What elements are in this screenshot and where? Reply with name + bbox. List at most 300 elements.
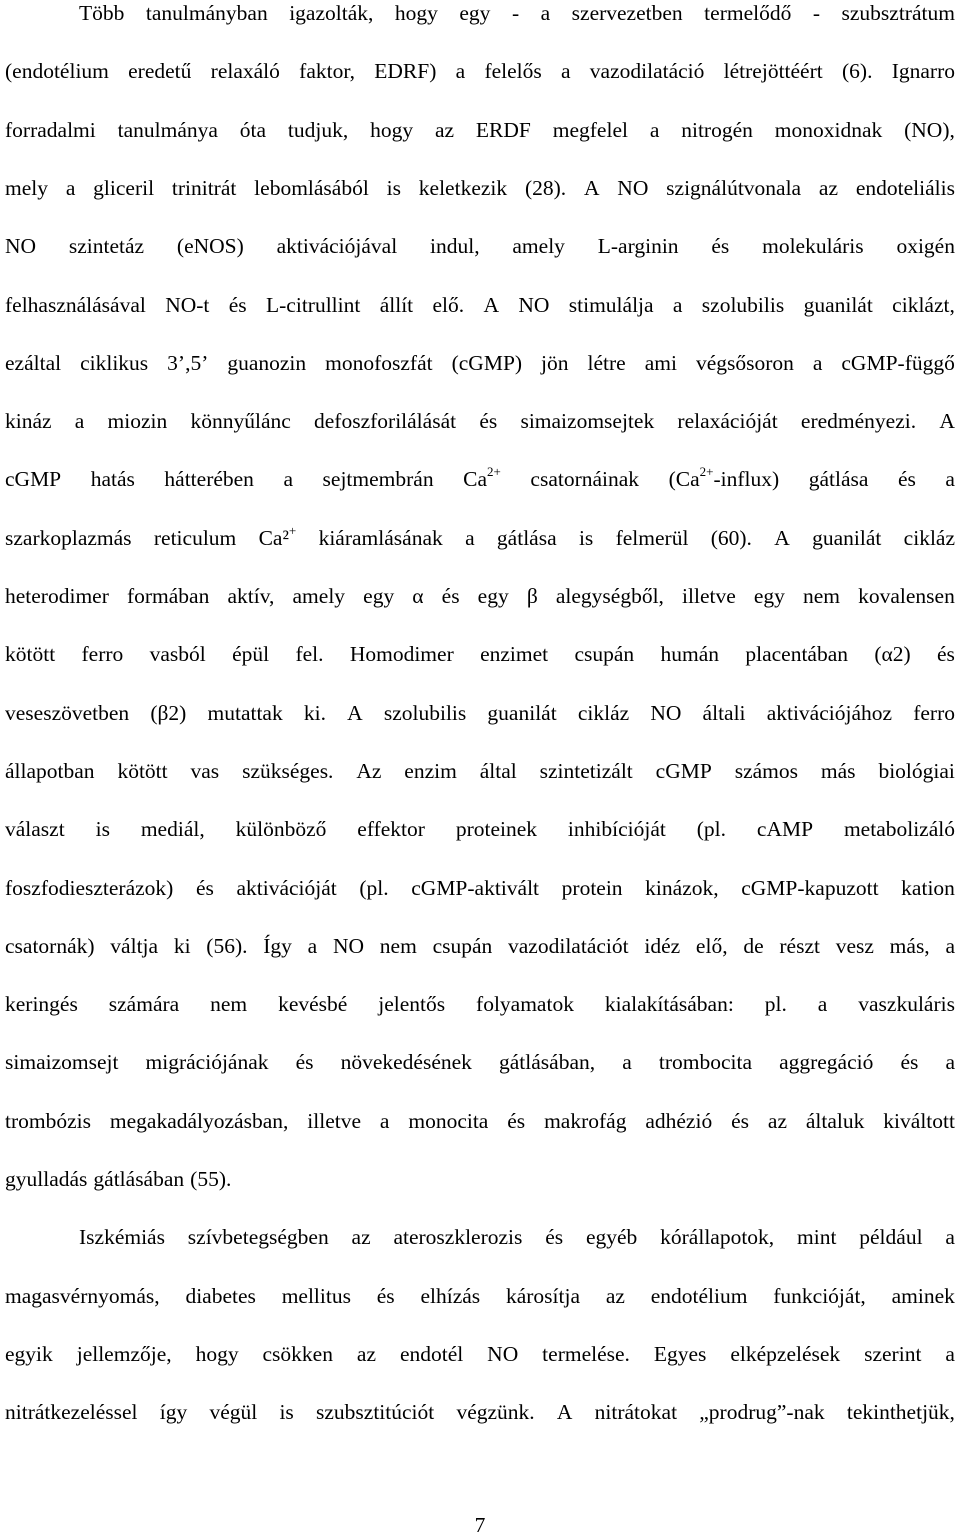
word: termelődő bbox=[704, 1, 792, 25]
word: szarkoplazmás bbox=[5, 525, 132, 550]
word: endotélium bbox=[650, 1283, 748, 1308]
word: és bbox=[711, 234, 730, 259]
word: gátlása bbox=[496, 525, 557, 550]
word: „prodrug”-nak bbox=[699, 1400, 825, 1425]
word: makrofág bbox=[544, 1108, 627, 1133]
word: Iszkémiás bbox=[79, 1225, 165, 1250]
word: trombocita bbox=[658, 1050, 752, 1075]
word: is bbox=[95, 817, 110, 842]
word: részt bbox=[779, 933, 820, 958]
word: enzimet bbox=[480, 642, 549, 667]
text-line bbox=[79, 1224, 955, 1250]
word: Több bbox=[79, 1, 125, 25]
word: egy bbox=[477, 584, 509, 608]
word: az bbox=[605, 1283, 625, 1308]
word: proteinek bbox=[455, 817, 538, 842]
word: kiáramlásának bbox=[318, 525, 443, 550]
word: Homodimer bbox=[349, 642, 454, 667]
word: A bbox=[556, 1400, 573, 1425]
word: nem bbox=[379, 933, 417, 958]
word: különböző bbox=[235, 817, 327, 842]
word: eredetű bbox=[128, 59, 192, 84]
word: nem bbox=[803, 584, 841, 608]
word: ki bbox=[173, 933, 191, 958]
word: ferro bbox=[81, 642, 124, 667]
word: és bbox=[545, 1225, 564, 1250]
word: ferro bbox=[913, 700, 955, 725]
word: guanilát bbox=[803, 292, 873, 317]
word: mellitus bbox=[281, 1283, 351, 1308]
word: forradalmi bbox=[5, 117, 96, 142]
word: indul, bbox=[430, 234, 480, 259]
page-number: 7 bbox=[474, 1513, 486, 1537]
word: végzünk. bbox=[456, 1400, 535, 1425]
text-line bbox=[5, 1399, 955, 1425]
word: egy bbox=[753, 584, 785, 608]
word: csökken bbox=[262, 1341, 333, 1366]
word: a bbox=[283, 467, 294, 492]
word: csupán bbox=[574, 642, 635, 667]
word: Egyes bbox=[653, 1341, 707, 1366]
word: a bbox=[622, 1050, 632, 1075]
word: vas bbox=[190, 758, 220, 783]
word: vasból bbox=[149, 642, 206, 667]
word: reticulum bbox=[153, 525, 237, 550]
word: endoteliális bbox=[855, 175, 955, 200]
word: a bbox=[672, 292, 683, 317]
word: oxigén bbox=[896, 234, 955, 259]
word: hátterében bbox=[164, 467, 254, 492]
word: az bbox=[818, 175, 839, 200]
word: szubsztrátum bbox=[841, 1, 955, 25]
word: jellemzője, bbox=[76, 1341, 172, 1366]
word: cGMP-aktivált bbox=[411, 875, 540, 900]
word: (β2) bbox=[150, 700, 187, 725]
word: migrációjának bbox=[145, 1050, 269, 1075]
text-line bbox=[5, 875, 955, 901]
text-line bbox=[5, 466, 955, 492]
text-line bbox=[5, 233, 955, 259]
word: Ignarro bbox=[891, 59, 955, 84]
word: és bbox=[479, 409, 498, 434]
word: magasvérnyomás, bbox=[5, 1283, 160, 1308]
word: mediál, bbox=[140, 817, 205, 842]
word: endotél bbox=[399, 1341, 464, 1366]
word: gliceril bbox=[93, 175, 155, 200]
word: az bbox=[767, 1108, 787, 1133]
word: metabolizáló bbox=[843, 817, 955, 842]
word: NO-t bbox=[165, 292, 210, 317]
word: (6). bbox=[842, 59, 873, 84]
text-line bbox=[5, 641, 955, 667]
word: felmerül bbox=[615, 525, 689, 550]
word: aktivációjához bbox=[766, 700, 893, 725]
text-line bbox=[5, 1049, 955, 1075]
text-line bbox=[5, 58, 955, 84]
word: mely bbox=[5, 175, 48, 200]
word: könnyűlánc bbox=[190, 409, 291, 434]
word: monoxidnak bbox=[774, 117, 883, 142]
word: a bbox=[540, 1, 551, 25]
word: hogy bbox=[394, 1, 438, 25]
word: az bbox=[356, 1341, 376, 1366]
word: (endotélium bbox=[5, 59, 109, 84]
word: kinázok, bbox=[645, 875, 719, 900]
word: vesz bbox=[835, 933, 874, 958]
word: (cGMP) bbox=[451, 350, 523, 375]
word: egy bbox=[459, 1, 491, 25]
word: és bbox=[195, 875, 214, 900]
word: ezáltal bbox=[5, 350, 62, 375]
word: A bbox=[347, 700, 363, 725]
word: tanulmányban bbox=[145, 1, 268, 25]
word: protein bbox=[561, 875, 623, 900]
word: és bbox=[295, 1050, 314, 1075]
text-line bbox=[5, 522, 955, 551]
text-line bbox=[5, 1166, 955, 1192]
word: effektor bbox=[357, 817, 425, 842]
word: vaszkuláris bbox=[858, 992, 955, 1017]
word: szervezetben bbox=[571, 1, 683, 25]
word: relaxációját bbox=[677, 409, 778, 434]
word: cGMP-függő bbox=[841, 350, 955, 375]
word: diabetes bbox=[185, 1283, 256, 1308]
word: aktivációját bbox=[236, 875, 337, 900]
word: és bbox=[937, 642, 955, 667]
word: cGMP bbox=[655, 758, 712, 783]
text-line bbox=[5, 1108, 955, 1134]
word: NO bbox=[518, 292, 550, 317]
word: számára bbox=[108, 992, 180, 1017]
word: relaxáló bbox=[210, 59, 280, 84]
word: csatornák) bbox=[5, 933, 95, 958]
word: EDRF) bbox=[374, 59, 437, 84]
text-line bbox=[5, 700, 955, 726]
word: mutattak bbox=[207, 700, 283, 725]
word: igazolták, bbox=[289, 1, 374, 25]
word: Az bbox=[356, 758, 382, 783]
word: a bbox=[817, 992, 828, 1017]
word: szolubilis bbox=[383, 700, 467, 725]
word: általi bbox=[702, 700, 746, 725]
word: a bbox=[561, 59, 571, 84]
text-line bbox=[5, 816, 955, 842]
word: illetve bbox=[682, 584, 736, 608]
word: Ca²+ bbox=[258, 522, 297, 550]
word: adhézió bbox=[645, 1108, 713, 1133]
word: (pl. bbox=[696, 817, 727, 842]
word: az bbox=[434, 117, 455, 142]
word: végsősoron bbox=[695, 350, 794, 375]
word: és bbox=[897, 467, 916, 492]
word: de bbox=[743, 933, 764, 958]
word: a bbox=[945, 1341, 955, 1366]
word: megakadályozásban, bbox=[109, 1108, 289, 1133]
word: és bbox=[376, 1283, 395, 1308]
word: Így bbox=[263, 933, 292, 958]
word: tanulmánya bbox=[117, 117, 218, 142]
text-line bbox=[5, 1341, 955, 1367]
word: NO bbox=[650, 700, 682, 725]
word: nitrátkezeléssel bbox=[5, 1400, 138, 1425]
word: kötött bbox=[5, 642, 56, 667]
word: simaizomsejt bbox=[5, 1050, 119, 1075]
word: NO bbox=[5, 234, 37, 259]
word: óta bbox=[239, 117, 267, 142]
word: miozin bbox=[107, 409, 168, 434]
word: aktív, bbox=[227, 584, 275, 608]
word: a bbox=[945, 1225, 955, 1250]
word: szerint bbox=[864, 1341, 922, 1366]
word: felhasználásával bbox=[5, 292, 146, 317]
word: felelős bbox=[484, 59, 542, 84]
text-line bbox=[5, 175, 955, 201]
word: 3’,5’ bbox=[167, 350, 209, 375]
word: jelentős bbox=[378, 992, 446, 1017]
word: jön bbox=[541, 350, 569, 375]
word: (55). bbox=[190, 1167, 232, 1191]
word: szubsztitúciót bbox=[316, 1400, 435, 1425]
word: - bbox=[511, 1, 520, 25]
word: tekinthetjük, bbox=[846, 1400, 955, 1425]
word: alegységből, bbox=[555, 584, 664, 608]
word: állapotban bbox=[5, 758, 95, 783]
word: (60). bbox=[710, 525, 752, 550]
word: szükséges. bbox=[242, 758, 334, 783]
word: károsítja bbox=[505, 1283, 581, 1308]
superscript: 2+ bbox=[487, 464, 501, 480]
word: elő, bbox=[695, 933, 728, 958]
word: formában bbox=[126, 584, 210, 608]
word: elő. bbox=[432, 292, 465, 317]
word: heterodimer bbox=[5, 584, 109, 608]
word: a bbox=[945, 933, 955, 958]
word: eredményezi. bbox=[800, 409, 917, 434]
word: ERDF bbox=[475, 117, 531, 142]
word: a bbox=[379, 1108, 390, 1133]
text-line bbox=[5, 1283, 955, 1309]
word: cAMP bbox=[756, 817, 814, 842]
word: a bbox=[945, 467, 955, 492]
word: például bbox=[859, 1225, 923, 1250]
word: létrejöttéért bbox=[723, 59, 823, 84]
word: csatornáinak bbox=[530, 467, 640, 492]
word: szintetizált bbox=[539, 758, 633, 783]
word: gátlásában bbox=[93, 1167, 185, 1191]
word: egyik bbox=[5, 1341, 53, 1366]
word: amely bbox=[512, 234, 565, 259]
word: is bbox=[386, 175, 401, 200]
word: keletkezik bbox=[418, 175, 508, 200]
text-line bbox=[5, 408, 955, 434]
word: A bbox=[483, 292, 500, 317]
word: tudjuk, bbox=[287, 117, 349, 142]
word: guanilát bbox=[812, 525, 882, 550]
word: trombózis bbox=[5, 1108, 91, 1133]
word: A bbox=[583, 175, 600, 200]
word: placentában bbox=[745, 642, 849, 667]
word: nitrogén bbox=[681, 117, 753, 142]
word: más bbox=[820, 758, 856, 783]
word: hogy bbox=[195, 1341, 239, 1366]
word: A bbox=[774, 525, 790, 550]
word: simaizomsejtek bbox=[520, 409, 655, 434]
word: α bbox=[412, 584, 424, 608]
word: (α2) bbox=[874, 642, 911, 667]
word: inhibícióját bbox=[567, 817, 666, 842]
word: a bbox=[812, 350, 823, 375]
word: cGMP bbox=[5, 467, 62, 492]
word: mint bbox=[797, 1225, 837, 1250]
word: ki. bbox=[303, 700, 326, 725]
word: enzim bbox=[404, 758, 457, 783]
word: (NO), bbox=[904, 117, 955, 142]
word: illetve bbox=[307, 1108, 362, 1133]
word: végül bbox=[209, 1400, 258, 1425]
word: kevésbé bbox=[278, 992, 348, 1017]
word: épül bbox=[232, 642, 270, 667]
text-line bbox=[79, 0, 955, 26]
word: (eNOS) bbox=[176, 234, 244, 259]
word: aggregáció bbox=[779, 1050, 874, 1075]
word: váltja bbox=[110, 933, 159, 958]
word: kovalensen bbox=[858, 584, 955, 608]
superscript: + bbox=[288, 522, 297, 538]
word: β bbox=[526, 584, 538, 608]
word: lebomlásából bbox=[254, 175, 369, 200]
word: számos bbox=[734, 758, 799, 783]
word: is bbox=[279, 1400, 294, 1425]
word: a bbox=[455, 59, 466, 84]
word: állít bbox=[379, 292, 414, 317]
word: cikláz bbox=[577, 700, 630, 725]
word: kináz bbox=[5, 409, 52, 434]
word: általuk bbox=[805, 1108, 865, 1133]
word: ami bbox=[644, 350, 677, 375]
word: molekuláris bbox=[762, 234, 864, 259]
word: a bbox=[465, 525, 475, 550]
word: guanozin bbox=[227, 350, 307, 375]
word: sejtmembrán bbox=[322, 467, 434, 492]
word: választ bbox=[5, 817, 65, 842]
word: A bbox=[939, 409, 955, 434]
word: és bbox=[731, 1108, 750, 1133]
word: nem bbox=[210, 992, 248, 1017]
word: nitrátokat bbox=[594, 1400, 678, 1425]
word: ciklikus bbox=[80, 350, 149, 375]
word: a bbox=[945, 1050, 955, 1075]
word: hogy bbox=[370, 117, 414, 142]
word: a bbox=[649, 117, 660, 142]
word: (56). bbox=[206, 933, 248, 958]
word: faktor, bbox=[299, 59, 356, 84]
word: foszfodieszterázok) bbox=[5, 875, 174, 900]
word: guanilát bbox=[487, 700, 557, 725]
word: a bbox=[307, 933, 318, 958]
word: humán bbox=[660, 642, 720, 667]
word: és bbox=[228, 292, 247, 317]
word: és bbox=[900, 1050, 919, 1075]
text-line bbox=[5, 991, 955, 1017]
word: és bbox=[507, 1108, 526, 1133]
word: más, bbox=[889, 933, 930, 958]
word: $(Ca^{2+}-influx)$ bbox=[668, 464, 780, 492]
word: monocita bbox=[408, 1108, 489, 1133]
text-line bbox=[5, 350, 955, 376]
word: pl. bbox=[764, 992, 787, 1017]
word: L-citrullint bbox=[266, 292, 361, 317]
word: defoszforilálását bbox=[314, 409, 457, 434]
word: létre bbox=[587, 350, 626, 375]
word: monofoszfát bbox=[325, 350, 433, 375]
word: funkcióját, bbox=[773, 1283, 866, 1308]
word: L-arginin bbox=[597, 234, 679, 259]
word: elhízás bbox=[420, 1283, 481, 1308]
word: szolubilis bbox=[701, 292, 785, 317]
word: keringés bbox=[5, 992, 78, 1017]
word: $Ca^{2+}$ bbox=[463, 464, 501, 492]
word: szívbetegségben bbox=[187, 1225, 329, 1250]
word: NO bbox=[617, 175, 649, 200]
word: egy bbox=[363, 584, 395, 608]
word: egyéb bbox=[585, 1225, 638, 1250]
word: hatás bbox=[90, 467, 135, 492]
word: az bbox=[351, 1225, 371, 1250]
word: trinitrát bbox=[171, 175, 237, 200]
text-line bbox=[5, 758, 955, 784]
word: biológiai bbox=[878, 758, 955, 783]
word: szignálútvonala bbox=[666, 175, 802, 200]
word: kiváltott bbox=[883, 1108, 955, 1133]
word: így bbox=[159, 1400, 188, 1425]
word: által bbox=[479, 758, 517, 783]
word: is bbox=[578, 525, 594, 550]
superscript: 2+ bbox=[699, 464, 714, 480]
word: kation bbox=[901, 875, 955, 900]
word: ateroszklerozis bbox=[393, 1225, 523, 1250]
word: csupán bbox=[432, 933, 493, 958]
word: elképzelések bbox=[730, 1341, 841, 1366]
word: cGMP-kapuzott bbox=[741, 875, 879, 900]
word: fel. bbox=[295, 642, 324, 667]
word: aktivációjával bbox=[276, 234, 398, 259]
word: vazodilatáció bbox=[589, 59, 705, 84]
text-line bbox=[5, 117, 955, 143]
word: kötött bbox=[117, 758, 168, 783]
word: kórállapotok, bbox=[660, 1225, 775, 1250]
word: ciklázt, bbox=[892, 292, 955, 317]
word: (28). bbox=[524, 175, 567, 200]
text-line bbox=[5, 933, 955, 959]
word: szintetáz bbox=[68, 234, 145, 259]
word: a bbox=[74, 409, 85, 434]
word: idéz bbox=[644, 933, 681, 958]
word: stimulálja bbox=[568, 292, 654, 317]
word: gyulladás bbox=[5, 1167, 88, 1191]
word: folyamatok bbox=[476, 992, 574, 1017]
word: aminek bbox=[891, 1283, 955, 1308]
word: termelése. bbox=[542, 1341, 630, 1366]
word: - bbox=[812, 1, 821, 25]
word: növekedésének bbox=[340, 1050, 472, 1075]
word: NO bbox=[332, 933, 365, 958]
word: vazodilatációt bbox=[508, 933, 629, 958]
word: cikláz bbox=[903, 525, 955, 550]
word: NO bbox=[487, 1341, 519, 1366]
word: megfelel bbox=[552, 117, 628, 142]
text-line bbox=[5, 583, 955, 609]
word: és bbox=[441, 584, 460, 608]
